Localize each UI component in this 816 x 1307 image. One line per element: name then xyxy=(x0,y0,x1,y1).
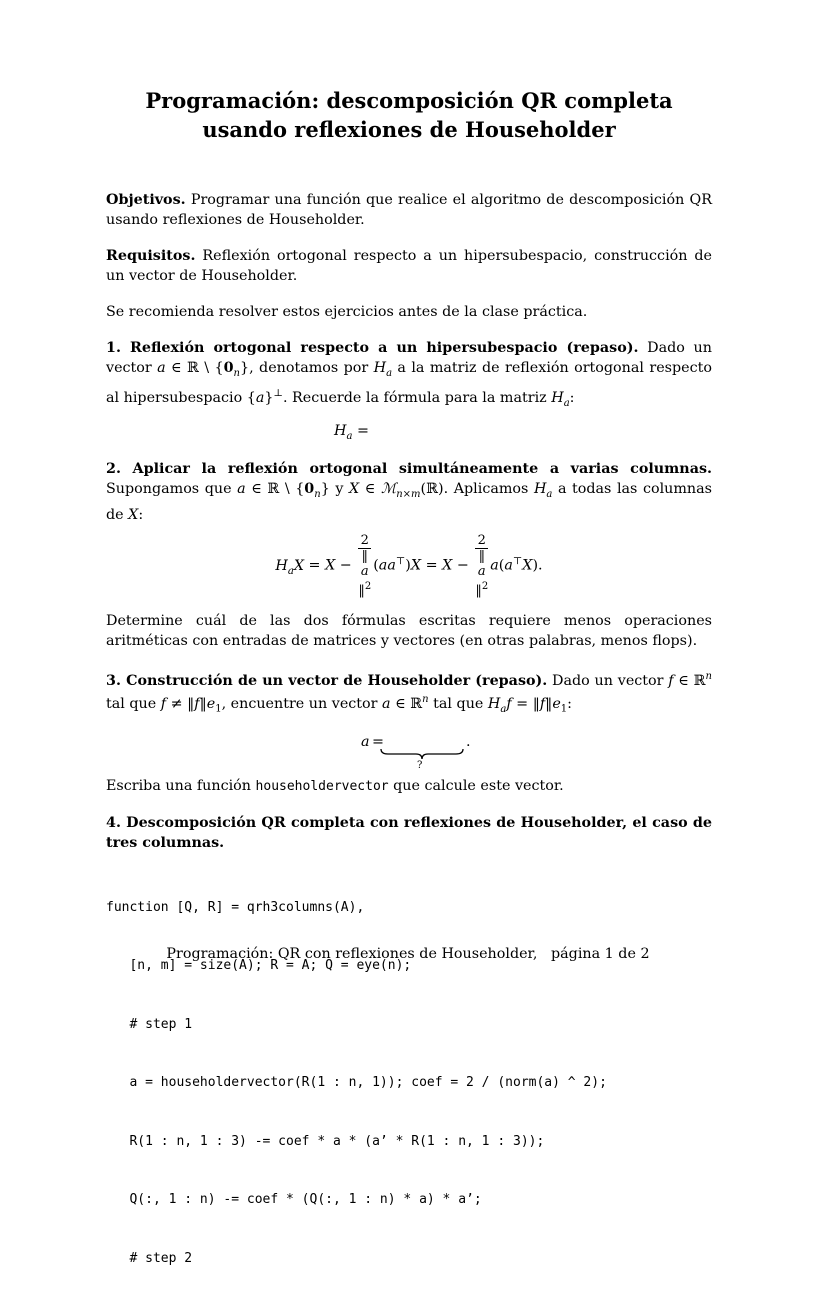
title-line-2: usando reflexiones de Householder xyxy=(202,117,616,142)
page-footer: Programación: QR con reflexiones de Householder, página 1 de 2 xyxy=(166,946,650,962)
document-title xyxy=(106,86,712,144)
requisitos-text: Reflexión ortogonal respecto a un hipersubespacio, construcción de un vector de Householder. xyxy=(106,248,712,284)
code-line: function [Q, R] = qrh3columns(A), xyxy=(106,899,365,915)
code-line: # step 2 xyxy=(106,1250,193,1266)
exercise-2: 2. Aplicar la reflexión ortogonal simultáneamente a varias columnas. Supongamos que a ∈ ℝ \ $\{0_n\}$ y X ∈ ℳ$_{n\times m}$(ℝ). Aplicamos $H_a$ a todas las columnas de X: xyxy=(106,461,712,524)
objetivos-paragraph xyxy=(106,190,712,230)
function-name-householdervector: householdervector xyxy=(255,778,389,794)
exercise-2-question: Determine cuál de las dos fórmulas escritas requiere menos operaciones aritméticas con entradas de matrices y vectores (en otras palabras, menos flops). xyxy=(106,612,712,649)
recomendacion-paragraph: Se recomienda resolver estos ejercicios antes de la clase práctica. xyxy=(106,304,588,320)
exercise-1: 1. Reflexión ortogonal respecto a un hipersubespacio (repaso). Dado un vector a ∈ ℝ \ $\{0_n\}$, denotamos por $H_a$ a la matriz de reflexión ortogonal respecto al hipersubespacio {a}⊥. Recuerde la fórmula para la matriz $H_a$: xyxy=(106,340,712,409)
objetivos-label: Objetivos. xyxy=(106,192,186,208)
code-line: [n, m] = size(A); R = A; Q = eye(n); xyxy=(106,958,412,974)
brace-question-mark: ? xyxy=(417,759,423,771)
equation-ha: $H_a$ = xyxy=(334,423,369,443)
exercise-4-heading: 4. Descomposición QR completa con reflexiones de Householder, el caso de tres columnas. xyxy=(106,814,712,851)
exercise-3: 3. Construcción de un vector de Householder (repaso). Dado un vector f ∈ ℝ$^n$ tal que $f \ne ‖f‖e_1$, encuentre un vector a ∈ ℝ$^n$ tal que $H_af$ = $‖f‖e_1$: xyxy=(106,670,712,715)
exercise-3-heading: 3. Construcción de un vector de Householder (repaso). xyxy=(106,672,548,689)
code-line: # step 1 xyxy=(106,1016,193,1032)
document-page xyxy=(106,86,712,1307)
exercise-3-instruction: Escriba una función householdervector que calcule este vector. xyxy=(106,777,564,794)
code-line: a = householdervector(R(1 : n, 1)); coef = 2 / (norm(a) ^ 2); xyxy=(106,1075,607,1091)
title-line-1: Programación: descomposición QR completa xyxy=(145,88,673,113)
requisitos-paragraph xyxy=(106,246,712,286)
exercise-2-heading: 2. Aplicar la reflexión ortogonal simultáneamente a varias columnas. xyxy=(106,461,712,478)
requisitos-label: Requisitos. xyxy=(106,248,196,264)
equation-householder-vector: a = ? . xyxy=(361,733,471,771)
exercise-1-heading: 1. Reflexión ortogonal respecto a un hipersubespacio (repaso). xyxy=(106,340,639,356)
equation-multi-column: $H_aX = X$ − 2 ‖ a ‖$^2$ (aa⊤)X = X − 2 ‖ a ‖$^2$ a(a⊤X). xyxy=(275,533,543,599)
underbrace xyxy=(380,748,464,760)
code-line: R(1 : n, 1 : 3) -= coef * a * (a’ * R(1 : n, 1 : 3)); xyxy=(106,1133,545,1149)
objetivos-text: Programar una función que realice el algoritmo de descomposición QR usando reflexiones de Householder. xyxy=(106,192,712,228)
code-line: Q(:, 1 : n) -= coef * (Q(:, 1 : n) * a) * a’; xyxy=(106,1192,482,1208)
code-block xyxy=(106,859,712,1307)
